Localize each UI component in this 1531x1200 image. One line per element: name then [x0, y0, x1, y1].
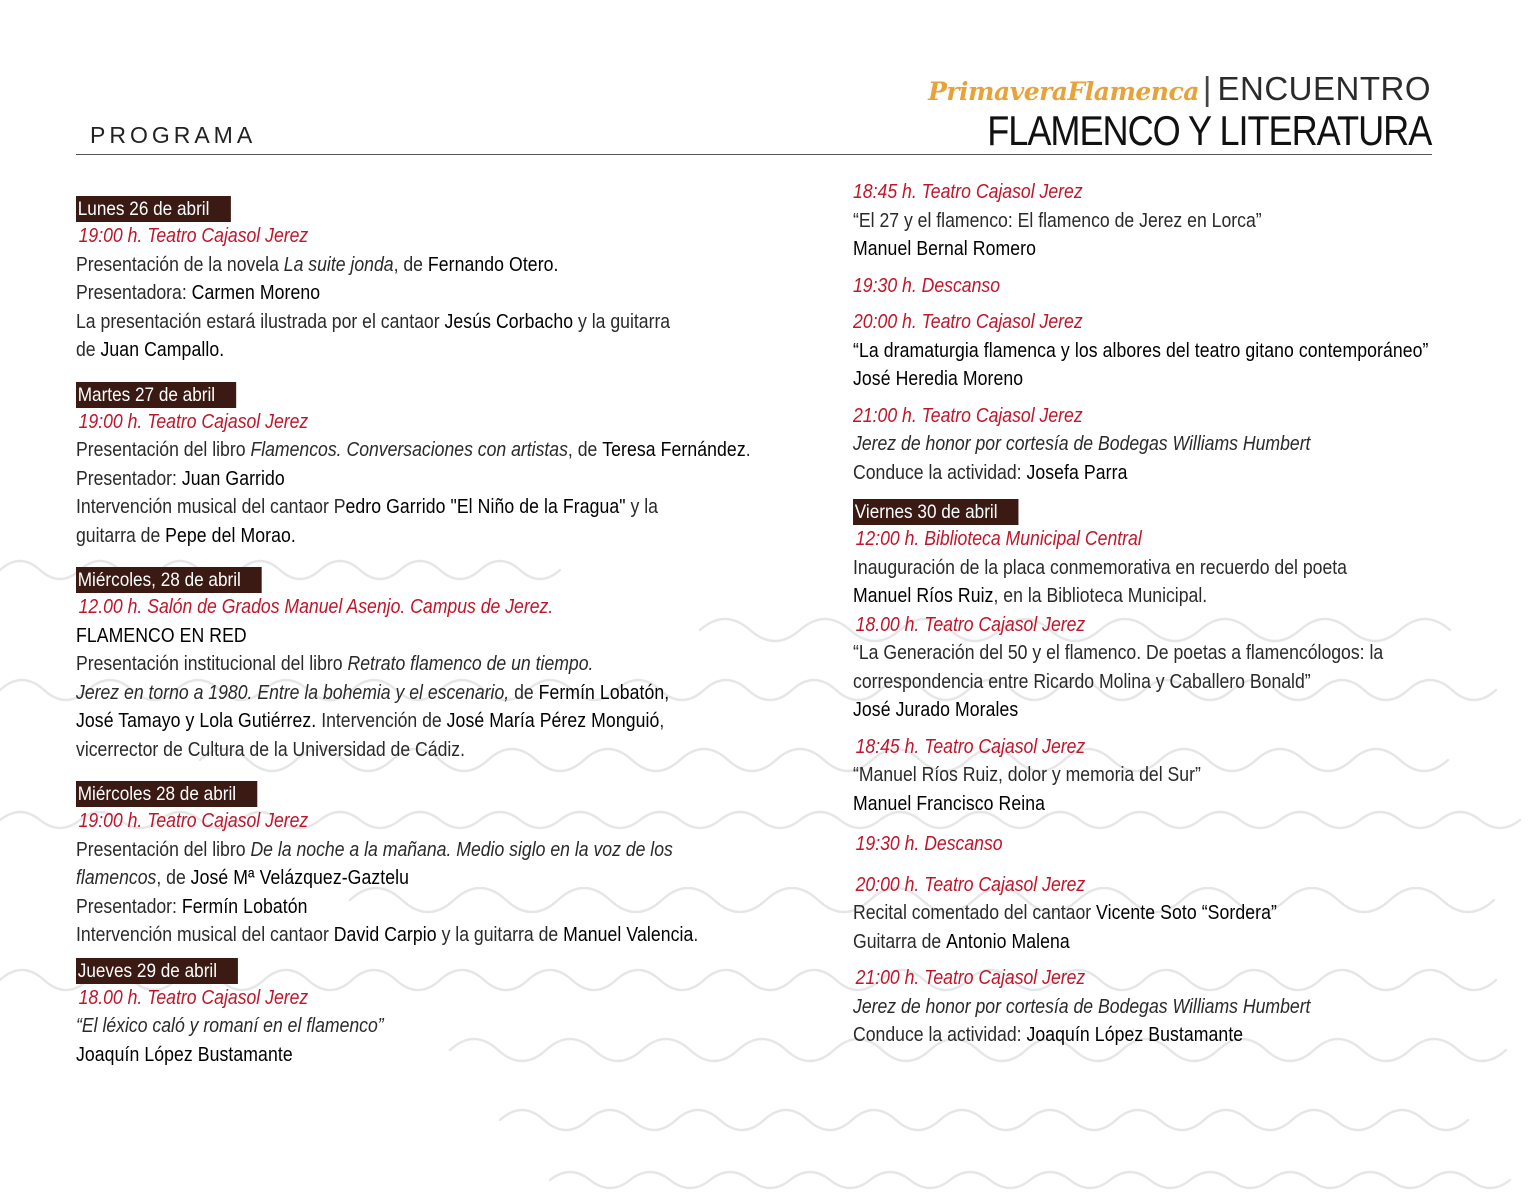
day-block-monday: [76, 196, 756, 365]
day-block-friday: [853, 499, 1473, 1050]
event-line: La presentación estará ilustrada por el cantaor Jesús Corbacho y la guitarra: [76, 309, 671, 333]
event-time: 20:00 h. Teatro Cajasol Jerez: [855, 872, 1086, 896]
event-time: 20:00 h. Teatro Cajasol Jerez: [853, 310, 1083, 333]
day-label: Lunes 26 de abril: [76, 196, 231, 222]
event-time: 19:30 h. Descanso: [853, 273, 1001, 297]
event-line: José Tamayo y Lola Gutiérrez. Intervención de José María Pérez Monguió,: [76, 709, 665, 732]
event-line: Intervención musical del cantaor David Carpio y la guitarra de Manuel Valencia.: [76, 923, 699, 946]
event-line: Conduce la actividad: Joaquín López Bustamante: [853, 1023, 1244, 1046]
event-line: Recital comentado del cantaor Vicente Soto “Sordera”: [853, 901, 1277, 924]
day-label: Miércoles, 28 de abril: [76, 567, 262, 593]
event-time: 21:00 h. Teatro Cajasol Jerez: [853, 403, 1083, 427]
event-time: 19:00 h. Teatro Cajasol Jerez: [78, 809, 309, 832]
day-block-wednesday-2: [76, 781, 756, 950]
brand-encuentro: ENCUENTRO: [1217, 70, 1431, 107]
event-line: Presentación del libro De la noche a la mañana. Medio siglo en la voz de los: [76, 837, 673, 861]
event-line: de Juan Campallo.: [76, 338, 225, 361]
event-speaker: José Heredia Moreno: [853, 367, 1024, 390]
event-line: Presentador: Fermín Lobatón: [76, 894, 308, 918]
event-line: Presentación institucional del libro Retrato flamenco de un tiempo.: [76, 652, 594, 675]
event-line: Inauguración de la placa conmemorativa en recuerdo del poeta: [853, 555, 1347, 579]
thursday-continued: [853, 178, 1473, 487]
event-line: Presentador: Juan Garrido: [76, 466, 285, 490]
event-line: guitarra de Pepe del Morao.: [76, 523, 296, 547]
event-time: 12.00 h. Salón de Grados Manuel Asenjo. Campus de Jerez.: [78, 595, 554, 618]
event-title: “La Generación del 50 y el flamenco. De poetas a flamencólogos: la: [853, 641, 1384, 664]
brand-top-line: [915, 70, 1431, 111]
event-line: vicerrector de Cultura de la Universidad de Cádiz.: [76, 737, 466, 761]
event-time: 12:00 h. Biblioteca Municipal Central: [855, 527, 1142, 550]
brand-title: FLAMENCO Y LITERATURA: [987, 107, 1431, 154]
event-time: 18.00 h. Teatro Cajasol Jerez: [78, 985, 309, 1009]
day-block-thursday: [76, 958, 756, 1070]
event-title: Jerez de honor por cortesía de Bodegas Williams Humbert: [853, 432, 1311, 455]
event-time: 18.00 h. Teatro Cajasol Jerez: [855, 612, 1086, 636]
event-time: 21:00 h. Teatro Cajasol Jerez: [855, 966, 1086, 989]
event-time: 19:00 h. Teatro Cajasol Jerez: [78, 224, 309, 247]
event-title: FLAMENCO EN RED: [76, 623, 247, 647]
program-right-column: [853, 178, 1473, 1050]
event-line: Guitarra de Antonio Malena: [853, 929, 1070, 953]
event-brand: [915, 70, 1431, 154]
event-speaker: José Jurado Morales: [853, 698, 1019, 721]
brand-separator: |: [1202, 70, 1212, 107]
page-title: PROGRAMA: [90, 122, 257, 148]
day-label: Viernes 30 de abril: [853, 499, 1019, 525]
day-label: Miércoles 28 de abril: [76, 781, 257, 807]
day-label: Martes 27 de abril: [76, 382, 236, 408]
event-title: “El léxico caló y romaní en el flamenco”: [76, 1014, 384, 1037]
event-time: 19:30 h. Descanso: [855, 832, 1003, 855]
event-line: Presentadora: Carmen Moreno: [76, 281, 321, 304]
event-title: “El 27 y el flamenco: El flamenco de Jerez en Lorca”: [853, 208, 1262, 232]
event-speaker: Manuel Francisco Reina: [853, 791, 1045, 815]
day-label: Jueves 29 de abril: [76, 958, 238, 984]
event-title: Jerez de honor por cortesía de Bodegas Williams Humbert: [853, 994, 1311, 1018]
event-line: Intervención musical del cantaor Pedro Garrido "El Niño de la Fragua" y la: [76, 495, 658, 518]
event-line: Presentación del libro Flamencos. Conversaciones con artistas, de Teresa Fernández.: [76, 438, 751, 461]
day-block-wednesday-1: [76, 567, 756, 764]
event-line: Jerez en torno a 1980. Entre la bohemia y el escenario, de Fermín Lobatón,: [76, 680, 670, 704]
event-time: 18:45 h. Teatro Cajasol Jerez: [855, 734, 1086, 758]
event-time: 18:45 h. Teatro Cajasol Jerez: [853, 180, 1083, 203]
day-block-tuesday: [76, 382, 756, 551]
event-title: “Manuel Ríos Ruiz, dolor y memoria del Sur”: [853, 763, 1201, 786]
event-line: Presentación de la novela La suite jonda, de Fernando Otero.: [76, 252, 559, 276]
event-title: “La dramaturgia flamenca y los albores del teatro gitano contemporáneo”: [853, 338, 1429, 362]
header-divider: [76, 154, 1432, 155]
event-title: correspondencia entre Ricardo Molina y Caballero Bonald”: [853, 669, 1311, 693]
event-time: 19:00 h. Teatro Cajasol Jerez: [78, 409, 309, 433]
brand-logo-script: PrimaveraFlamenca: [928, 77, 1199, 106]
event-speaker: Joaquín López Bustamante: [76, 1042, 293, 1066]
event-line: Conduce la actividad: Josefa Parra: [853, 460, 1128, 484]
event-speaker: Manuel Bernal Romero: [853, 237, 1037, 260]
event-line: flamencos, de José Mª Velázquez-Gaztelu: [76, 866, 410, 889]
program-left-column: [76, 196, 756, 1069]
event-line: Manuel Ríos Ruiz, en la Biblioteca Municipal.: [853, 584, 1208, 607]
